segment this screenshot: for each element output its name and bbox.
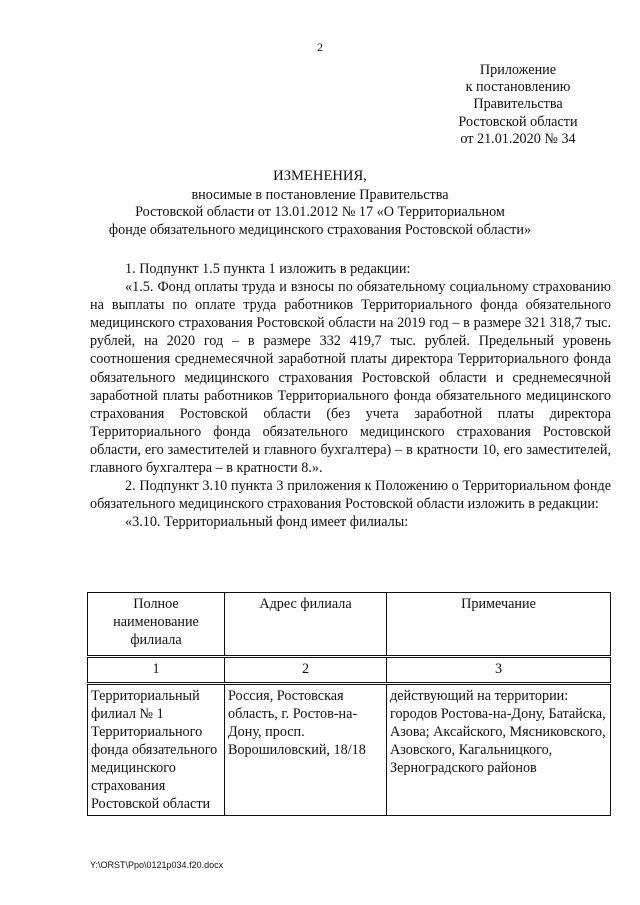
paragraph: 2. Подпункт 3.10 пункта 3 приложения к Положению о Территориальном фонде обязательного медицинского страхования Ростовской области изложить в редакции:	[90, 478, 611, 513]
column-number: 3	[387, 657, 611, 684]
column-number: 1	[88, 657, 225, 684]
title-line: фонде обязательного медицинского страхования Ростовской области»	[108, 221, 532, 238]
page-number: 2	[317, 40, 323, 54]
cell-branch-name: Территориальный филиал № 1 Территориального фонда обязательного медицинского страхования Ростовской области	[88, 684, 225, 816]
paragraph: «3.10. Территориальный фонд имеет филиалы:	[125, 514, 409, 531]
appendix-line: от 21.01.2020 № 34	[460, 130, 576, 147]
paragraph: «1.5. Фонд оплаты труда и взносы по обязательному социальному страхованию на выплаты по оплате труда работников Территориального фонда обязательного медицинского страхования Ростовской области на 2019 год – в размере 321 318,7 тыс. рублей, на 2020 год – в размере 332 419,7 тыс. рублей. Предельный уровень соотношения среднемесячной заработной платы директора Территориального фонда обязательного медицинского страхования Ростовской области и среднемесячной заработной платы работников Территориального фонда обязательного медицинского страхования Ростовской области (без учета заработной платы директора Территориального фонда обязательного медицинского страхования Ростовской области, его заместителей и главного бухгалтера) – в кратности 10, его заместителей, главного бухгалтера – в кратности 8.».	[90, 279, 611, 477]
branches-table	[87, 592, 611, 816]
footer-file-path: Y:\ORST\Ppo\0121p034.f20.docx	[90, 860, 224, 870]
appendix-line: Приложение	[479, 62, 557, 78]
paragraph: 1. Подпункт 1.5 пункта 1 изложить в редакции:	[125, 261, 411, 277]
appendix-line: Ростовской области	[458, 113, 578, 130]
header-cell-note: Примечание	[387, 593, 611, 657]
cell-branch-note: действующий на территории: городов Ростова-на-Дону, Батайска, Азова; Аксайского, Мясниковского, Азовского, Кагальницкого, Зерноградского районов	[387, 684, 611, 816]
appendix-line: к постановлению	[465, 79, 571, 96]
table-header-row	[88, 593, 611, 657]
title-main: ИЗМЕНЕНИЯ,	[273, 168, 367, 184]
header-cell-address: Адрес филиала	[225, 593, 387, 657]
column-number: 2	[225, 657, 387, 684]
table-row	[88, 684, 611, 816]
header-cell-name: Полное наименование филиала	[88, 593, 225, 657]
appendix-line: Правительства	[473, 96, 563, 113]
document-title	[90, 168, 550, 239]
title-line: вносимые в постановление Правительства	[191, 186, 449, 203]
column-number-row	[88, 657, 611, 684]
body-text	[90, 260, 611, 531]
cell-branch-address: Россия, Ростовская область, г. Ростов-на-Дону, просп. Ворошиловский, 18/18	[225, 684, 387, 816]
appendix-block	[438, 62, 598, 148]
title-line: Ростовской области от 13.01.2012 № 17 «О Территориальном	[135, 204, 505, 221]
